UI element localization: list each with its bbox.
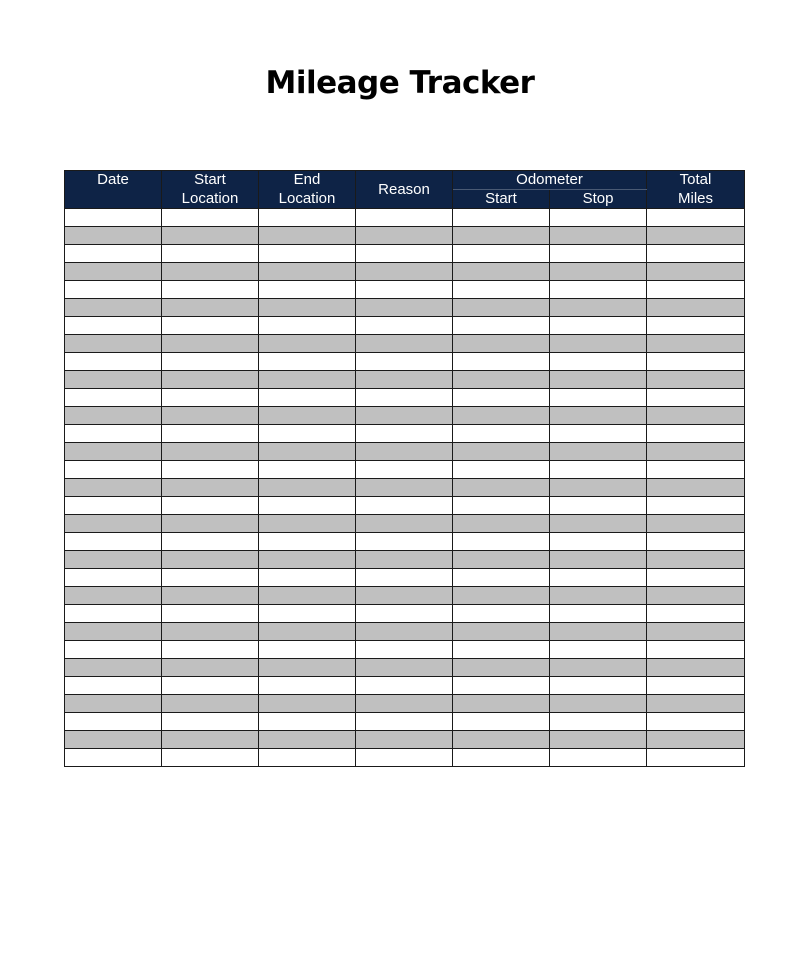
cell-odometer-stop[interactable] <box>550 353 647 371</box>
table-row <box>65 407 745 425</box>
table-row <box>65 209 745 227</box>
cell-odometer-start[interactable] <box>453 461 550 479</box>
cell-odometer-start[interactable] <box>453 749 550 767</box>
cell-odometer-start[interactable] <box>453 407 550 425</box>
cell-date[interactable] <box>65 497 162 515</box>
cell-reason[interactable] <box>356 407 453 425</box>
cell-reason[interactable] <box>356 569 453 587</box>
cell-end-location[interactable] <box>259 551 356 569</box>
cell-end-location[interactable] <box>259 335 356 353</box>
cell-date[interactable] <box>65 209 162 227</box>
cell-odometer-stop[interactable] <box>550 425 647 443</box>
cell-odometer-stop[interactable] <box>550 497 647 515</box>
cell-reason[interactable] <box>356 371 453 389</box>
cell-start-location[interactable] <box>162 317 259 335</box>
cell-odometer-start[interactable] <box>453 713 550 731</box>
cell-reason[interactable] <box>356 263 453 281</box>
cell-end-location[interactable] <box>259 713 356 731</box>
cell-end-location[interactable] <box>259 569 356 587</box>
header-total-miles-line2 <box>647 190 745 209</box>
cell-total-miles[interactable] <box>647 569 745 587</box>
cell-date[interactable] <box>65 371 162 389</box>
cell-end-location[interactable] <box>259 407 356 425</box>
cell-date[interactable] <box>65 227 162 245</box>
cell-total-miles[interactable] <box>647 515 745 533</box>
cell-end-location[interactable] <box>259 263 356 281</box>
cell-start-location[interactable] <box>162 551 259 569</box>
cell-total-miles[interactable] <box>647 245 745 263</box>
cell-reason[interactable] <box>356 461 453 479</box>
table-row <box>65 641 745 659</box>
table-row <box>65 623 745 641</box>
cell-total-miles[interactable] <box>647 749 745 767</box>
header-start-location-line1 <box>162 171 259 190</box>
table-row <box>65 461 745 479</box>
cell-odometer-start[interactable] <box>453 245 550 263</box>
cell-start-location[interactable] <box>162 227 259 245</box>
header-end-location-label-2: Location <box>278 189 336 207</box>
cell-date[interactable] <box>65 641 162 659</box>
cell-odometer-stop[interactable] <box>550 695 647 713</box>
cell-end-location[interactable] <box>259 605 356 623</box>
cell-start-location[interactable] <box>162 533 259 551</box>
cell-odometer-start[interactable] <box>453 533 550 551</box>
table-row <box>65 569 745 587</box>
cell-total-miles[interactable] <box>647 497 745 515</box>
cell-date[interactable] <box>65 389 162 407</box>
table-row <box>65 713 745 731</box>
cell-odometer-stop[interactable] <box>550 551 647 569</box>
cell-start-location[interactable] <box>162 677 259 695</box>
cell-start-location[interactable] <box>162 461 259 479</box>
cell-end-location[interactable] <box>259 497 356 515</box>
cell-odometer-stop[interactable] <box>550 317 647 335</box>
cell-reason[interactable] <box>356 227 453 245</box>
cell-date[interactable] <box>65 425 162 443</box>
table-row <box>65 443 745 461</box>
table-row <box>65 281 745 299</box>
cell-end-location[interactable] <box>259 281 356 299</box>
table-row <box>65 299 745 317</box>
table-row <box>65 227 745 245</box>
cell-reason[interactable] <box>356 677 453 695</box>
table-row <box>65 317 745 335</box>
cell-reason[interactable] <box>356 245 453 263</box>
header-date <box>65 171 162 190</box>
cell-total-miles[interactable] <box>647 353 745 371</box>
cell-start-location[interactable] <box>162 659 259 677</box>
mileage-table <box>64 170 745 767</box>
table-row <box>65 659 745 677</box>
header-odometer <box>453 171 647 190</box>
cell-start-location[interactable] <box>162 497 259 515</box>
cell-date[interactable] <box>65 605 162 623</box>
cell-start-location[interactable] <box>162 515 259 533</box>
cell-start-location[interactable] <box>162 641 259 659</box>
cell-total-miles[interactable] <box>647 443 745 461</box>
cell-total-miles[interactable] <box>647 587 745 605</box>
table-row <box>65 371 745 389</box>
cell-odometer-start[interactable] <box>453 353 550 371</box>
table-row <box>65 587 745 605</box>
cell-odometer-stop[interactable] <box>550 713 647 731</box>
header-start-location-label-1: Start <box>194 171 226 189</box>
table-row <box>65 515 745 533</box>
table-row <box>65 245 745 263</box>
cell-odometer-stop[interactable] <box>550 299 647 317</box>
cell-reason[interactable] <box>356 731 453 749</box>
cell-end-location[interactable] <box>259 371 356 389</box>
cell-odometer-stop[interactable] <box>550 605 647 623</box>
cell-end-location[interactable] <box>259 677 356 695</box>
cell-odometer-stop[interactable] <box>550 245 647 263</box>
cell-start-location[interactable] <box>162 281 259 299</box>
cell-total-miles[interactable] <box>647 335 745 353</box>
cell-start-location[interactable] <box>162 443 259 461</box>
cell-odometer-stop[interactable] <box>550 281 647 299</box>
cell-total-miles[interactable] <box>647 623 745 641</box>
cell-odometer-start[interactable] <box>453 659 550 677</box>
cell-date[interactable] <box>65 587 162 605</box>
cell-odometer-start[interactable] <box>453 389 550 407</box>
header-odometer-stop-label: Stop <box>582 190 614 207</box>
table-body <box>65 209 745 767</box>
cell-odometer-stop[interactable] <box>550 371 647 389</box>
table-row <box>65 605 745 623</box>
cell-date[interactable] <box>65 479 162 497</box>
cell-end-location[interactable] <box>259 641 356 659</box>
cell-odometer-start[interactable] <box>453 551 550 569</box>
header-end-location-line1 <box>259 171 356 190</box>
cell-odometer-stop[interactable] <box>550 515 647 533</box>
table-row <box>65 677 745 695</box>
cell-odometer-start[interactable] <box>453 281 550 299</box>
cell-date[interactable] <box>65 407 162 425</box>
table-row <box>65 533 745 551</box>
cell-total-miles[interactable] <box>647 713 745 731</box>
cell-end-location[interactable] <box>259 317 356 335</box>
cell-start-location[interactable] <box>162 605 259 623</box>
cell-date[interactable] <box>65 569 162 587</box>
cell-end-location[interactable] <box>259 587 356 605</box>
header-odometer-start-label: Start <box>485 190 517 207</box>
cell-end-location[interactable] <box>259 479 356 497</box>
cell-odometer-stop[interactable] <box>550 677 647 695</box>
cell-odometer-stop[interactable] <box>550 479 647 497</box>
table-row <box>65 425 745 443</box>
cell-reason[interactable] <box>356 515 453 533</box>
cell-start-location[interactable] <box>162 407 259 425</box>
cell-odometer-stop[interactable] <box>550 443 647 461</box>
cell-start-location[interactable] <box>162 263 259 281</box>
cell-total-miles[interactable] <box>647 461 745 479</box>
cell-end-location[interactable] <box>259 443 356 461</box>
cell-reason[interactable] <box>356 749 453 767</box>
header-start-location-line2 <box>162 190 259 209</box>
cell-total-miles[interactable] <box>647 533 745 551</box>
header-total-miles-line1 <box>647 171 745 190</box>
cell-start-location[interactable] <box>162 335 259 353</box>
cell-total-miles[interactable] <box>647 695 745 713</box>
cell-odometer-stop[interactable] <box>550 641 647 659</box>
cell-odometer-start[interactable] <box>453 587 550 605</box>
cell-reason[interactable] <box>356 641 453 659</box>
cell-reason[interactable] <box>356 335 453 353</box>
cell-odometer-start[interactable] <box>453 209 550 227</box>
cell-odometer-start[interactable] <box>453 731 550 749</box>
cell-odometer-stop[interactable] <box>550 587 647 605</box>
cell-total-miles[interactable] <box>647 641 745 659</box>
cell-start-location[interactable] <box>162 713 259 731</box>
header-reason-label: Reason <box>378 180 430 198</box>
cell-date[interactable] <box>65 677 162 695</box>
cell-end-location[interactable] <box>259 389 356 407</box>
cell-date[interactable] <box>65 623 162 641</box>
cell-total-miles[interactable] <box>647 299 745 317</box>
cell-odometer-start[interactable] <box>453 515 550 533</box>
cell-total-miles[interactable] <box>647 227 745 245</box>
header-total-miles-label-1: Total <box>679 171 712 189</box>
cell-date[interactable] <box>65 335 162 353</box>
header-odometer-stop <box>550 190 647 209</box>
header-odometer-label: Odometer <box>516 171 583 188</box>
cell-odometer-stop[interactable] <box>550 209 647 227</box>
cell-start-location[interactable] <box>162 569 259 587</box>
cell-start-location[interactable] <box>162 479 259 497</box>
cell-reason[interactable] <box>356 533 453 551</box>
cell-odometer-start[interactable] <box>453 623 550 641</box>
cell-total-miles[interactable] <box>647 659 745 677</box>
cell-end-location[interactable] <box>259 533 356 551</box>
cell-total-miles[interactable] <box>647 209 745 227</box>
cell-odometer-start[interactable] <box>453 227 550 245</box>
cell-reason[interactable] <box>356 587 453 605</box>
cell-odometer-start[interactable] <box>453 335 550 353</box>
cell-odometer-start[interactable] <box>453 605 550 623</box>
cell-end-location[interactable] <box>259 749 356 767</box>
cell-reason[interactable] <box>356 353 453 371</box>
cell-date[interactable] <box>65 551 162 569</box>
cell-start-location[interactable] <box>162 209 259 227</box>
cell-date[interactable] <box>65 659 162 677</box>
cell-reason[interactable] <box>356 497 453 515</box>
cell-odometer-stop[interactable] <box>550 461 647 479</box>
cell-start-location[interactable] <box>162 353 259 371</box>
cell-total-miles[interactable] <box>647 731 745 749</box>
cell-odometer-stop[interactable] <box>550 749 647 767</box>
cell-date[interactable] <box>65 299 162 317</box>
cell-total-miles[interactable] <box>647 677 745 695</box>
table-header <box>65 171 745 209</box>
header-reason <box>356 171 453 209</box>
page-title: Mileage Tracker <box>265 65 535 101</box>
table-row <box>65 497 745 515</box>
cell-date[interactable] <box>65 461 162 479</box>
cell-odometer-stop[interactable] <box>550 335 647 353</box>
header-end-location-line2 <box>259 190 356 209</box>
cell-odometer-start[interactable] <box>453 677 550 695</box>
cell-odometer-stop[interactable] <box>550 389 647 407</box>
cell-end-location[interactable] <box>259 299 356 317</box>
cell-end-location[interactable] <box>259 515 356 533</box>
cell-start-location[interactable] <box>162 731 259 749</box>
cell-start-location[interactable] <box>162 389 259 407</box>
table-row <box>65 353 745 371</box>
cell-odometer-start[interactable] <box>453 299 550 317</box>
cell-reason[interactable] <box>356 299 453 317</box>
cell-date[interactable] <box>65 749 162 767</box>
cell-reason[interactable] <box>356 317 453 335</box>
cell-total-miles[interactable] <box>647 479 745 497</box>
cell-reason[interactable] <box>356 281 453 299</box>
cell-reason[interactable] <box>356 443 453 461</box>
cell-odometer-stop[interactable] <box>550 227 647 245</box>
cell-end-location[interactable] <box>259 425 356 443</box>
cell-start-location[interactable] <box>162 245 259 263</box>
cell-end-location[interactable] <box>259 245 356 263</box>
cell-date[interactable] <box>65 317 162 335</box>
cell-odometer-stop[interactable] <box>550 659 647 677</box>
cell-odometer-start[interactable] <box>453 317 550 335</box>
cell-odometer-stop[interactable] <box>550 407 647 425</box>
cell-date[interactable] <box>65 731 162 749</box>
table-row <box>65 335 745 353</box>
cell-odometer-stop[interactable] <box>550 263 647 281</box>
cell-odometer-start[interactable] <box>453 695 550 713</box>
cell-reason[interactable] <box>356 551 453 569</box>
cell-end-location[interactable] <box>259 659 356 677</box>
cell-total-miles[interactable] <box>647 425 745 443</box>
cell-odometer-start[interactable] <box>453 371 550 389</box>
cell-reason[interactable] <box>356 425 453 443</box>
cell-start-location[interactable] <box>162 299 259 317</box>
cell-end-location[interactable] <box>259 353 356 371</box>
cell-date[interactable] <box>65 713 162 731</box>
header-total-miles-label-2: Miles <box>678 189 714 207</box>
cell-odometer-stop[interactable] <box>550 533 647 551</box>
cell-date[interactable] <box>65 263 162 281</box>
cell-odometer-start[interactable] <box>453 497 550 515</box>
cell-total-miles[interactable] <box>647 551 745 569</box>
cell-odometer-start[interactable] <box>453 263 550 281</box>
cell-end-location[interactable] <box>259 227 356 245</box>
cell-end-location[interactable] <box>259 209 356 227</box>
cell-end-location[interactable] <box>259 461 356 479</box>
cell-start-location[interactable] <box>162 695 259 713</box>
table-row <box>65 749 745 767</box>
cell-start-location[interactable] <box>162 749 259 767</box>
cell-total-miles[interactable] <box>647 281 745 299</box>
cell-reason[interactable] <box>356 209 453 227</box>
cell-odometer-start[interactable] <box>453 641 550 659</box>
cell-reason[interactable] <box>356 389 453 407</box>
table-row <box>65 731 745 749</box>
cell-start-location[interactable] <box>162 371 259 389</box>
cell-total-miles[interactable] <box>647 389 745 407</box>
cell-date[interactable] <box>65 443 162 461</box>
cell-date[interactable] <box>65 245 162 263</box>
header-odometer-start <box>453 190 550 209</box>
cell-date[interactable] <box>65 695 162 713</box>
cell-odometer-start[interactable] <box>453 479 550 497</box>
cell-reason[interactable] <box>356 713 453 731</box>
cell-reason[interactable] <box>356 695 453 713</box>
cell-end-location[interactable] <box>259 695 356 713</box>
cell-total-miles[interactable] <box>647 317 745 335</box>
header-start-location-label-2: Location <box>181 189 239 207</box>
table-row <box>65 551 745 569</box>
cell-total-miles[interactable] <box>647 605 745 623</box>
header-date-blank <box>65 190 162 209</box>
cell-reason[interactable] <box>356 623 453 641</box>
cell-date[interactable] <box>65 281 162 299</box>
cell-odometer-stop[interactable] <box>550 731 647 749</box>
cell-total-miles[interactable] <box>647 371 745 389</box>
cell-reason[interactable] <box>356 659 453 677</box>
cell-odometer-stop[interactable] <box>550 569 647 587</box>
table-row <box>65 695 745 713</box>
cell-reason[interactable] <box>356 605 453 623</box>
cell-start-location[interactable] <box>162 587 259 605</box>
header-date-label: Date <box>97 171 129 189</box>
cell-odometer-start[interactable] <box>453 443 550 461</box>
cell-odometer-stop[interactable] <box>550 623 647 641</box>
cell-start-location[interactable] <box>162 623 259 641</box>
cell-total-miles[interactable] <box>647 263 745 281</box>
cell-odometer-start[interactable] <box>453 425 550 443</box>
cell-reason[interactable] <box>356 479 453 497</box>
cell-date[interactable] <box>65 515 162 533</box>
cell-end-location[interactable] <box>259 731 356 749</box>
header-end-location-label-1: End <box>293 171 321 189</box>
cell-odometer-start[interactable] <box>453 569 550 587</box>
table-row <box>65 263 745 281</box>
table-row <box>65 389 745 407</box>
cell-start-location[interactable] <box>162 425 259 443</box>
cell-end-location[interactable] <box>259 623 356 641</box>
cell-total-miles[interactable] <box>647 407 745 425</box>
cell-date[interactable] <box>65 353 162 371</box>
table-row <box>65 479 745 497</box>
cell-date[interactable] <box>65 533 162 551</box>
